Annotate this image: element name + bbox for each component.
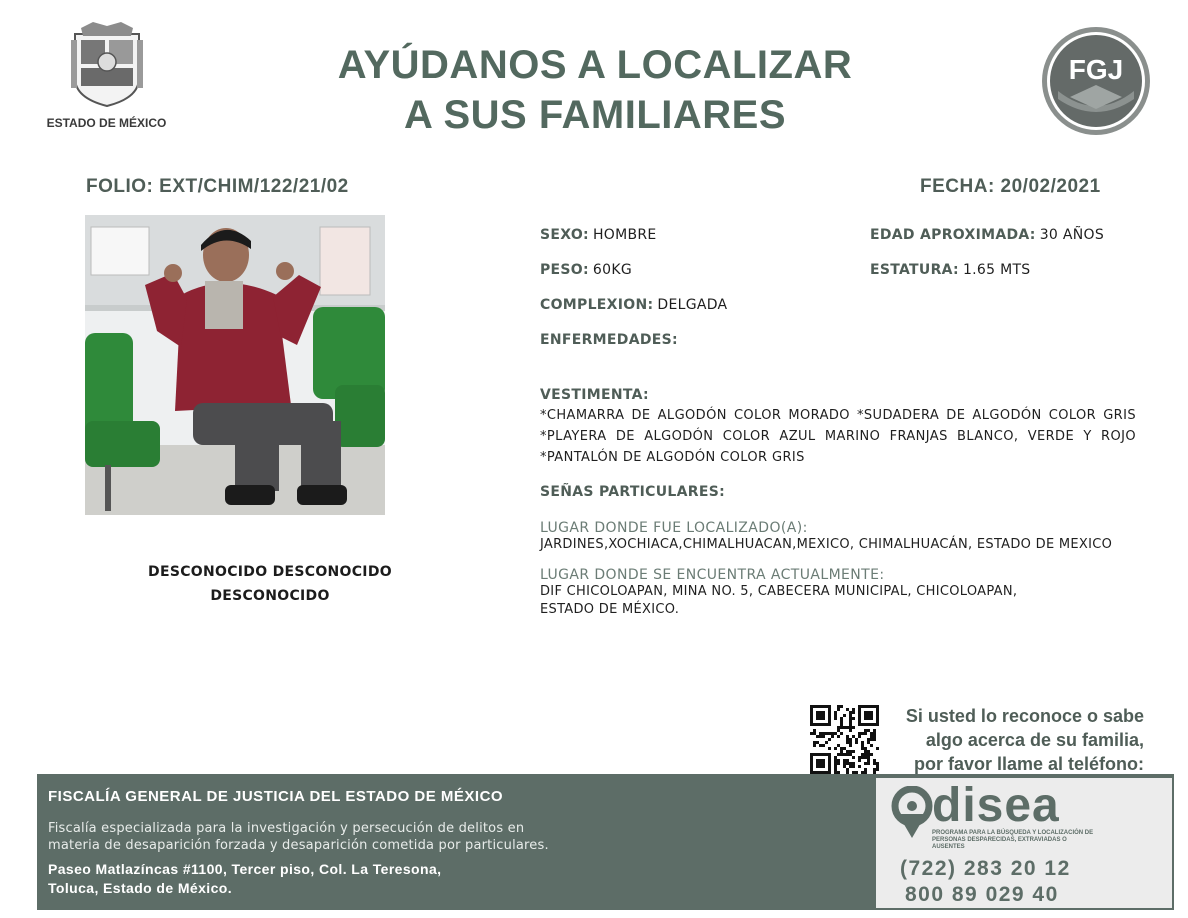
fgj-text: FGJ xyxy=(1068,54,1124,85)
senas-label: SEÑAS PARTICULARES: xyxy=(540,484,725,500)
vestimenta-value: *CHAMARRA DE ALGODÓN COLOR MORADO *SUDADERA DE ALGODÓN COLOR GRIS *PLAYERA DE ALGODÓN COLOR AZUL MARINO FRANJAS BLANCO, VERDE Y ROJO *PANTALÓN DE ALGODÓN COLOR GRIS xyxy=(540,408,1136,465)
contact-line-1: Si usted lo reconoce o sabe xyxy=(905,706,1144,726)
person-photo-image xyxy=(85,215,385,515)
phone-number-1[interactable]: (722) 283 20 12 xyxy=(900,857,1071,880)
person-name-line-2: DESCONOCIDO xyxy=(210,588,330,604)
lugar-actual-line-1: DIF CHICOLOAPAN, MINA NO. 5, CABECERA MUNICIPAL, CHICOLOAPAN, xyxy=(540,584,1018,599)
person-name-line-1: DESCONOCIDO DESCONOCIDO xyxy=(148,564,392,580)
footer-addr-line-2: Toluca, Estado de México. xyxy=(48,880,233,896)
complexion-value: DELGADA xyxy=(657,297,728,313)
contact-message xyxy=(882,704,1144,776)
lugar-actual-line-2: ESTADO DE MÉXICO. xyxy=(540,602,680,617)
sexo-label: SEXO: xyxy=(540,227,589,243)
footer-addr-line-1: Paseo Matlazíncas #1100, Tercer piso, Col. La Teresona, xyxy=(48,861,442,877)
person-photo xyxy=(85,215,385,515)
edad-field xyxy=(870,227,1104,243)
sexo-field xyxy=(540,227,657,243)
footer-title: FISCALÍA GENERAL DE JUSTICIA DEL ESTADO DE MÉXICO xyxy=(48,788,504,805)
estado-de-mexico-logo xyxy=(44,20,169,130)
enfermedades-label: ENFERMEDADES: xyxy=(540,332,678,348)
footer-desc-line-1: Fiscalía especializada para la investigación y persecución de delitos en xyxy=(48,821,525,836)
folio-number: FOLIO: EXT/CHIM/122/21/02 xyxy=(86,176,349,197)
odisea-logo-text: disea xyxy=(932,779,1060,832)
peso-value: 60KG xyxy=(592,262,632,278)
fgj-logo xyxy=(1040,25,1152,137)
peso-field xyxy=(540,262,632,278)
lugar-localizado-label: LUGAR DONDE FUE LOCALIZADO(A): xyxy=(540,520,808,536)
footer-description xyxy=(48,820,638,854)
qr-code-icon xyxy=(808,703,882,775)
lugar-actual-label: LUGAR DONDE SE ENCUENTRA ACTUALMENTE: xyxy=(540,567,885,583)
edad-value: 30 AÑOS xyxy=(1039,227,1105,243)
lugar-actual-value xyxy=(540,583,1017,619)
lugar-localizado-value: JARDINES,XOCHIACA,CHIMALHUACAN,MEXICO, CHIMALHUACÁN, ESTADO DE MEXICO xyxy=(540,537,1113,552)
contact-line-2: algo acerca de su familia, xyxy=(925,730,1144,750)
fgj-seal-icon xyxy=(1040,25,1152,137)
sexo-value: HOMBRE xyxy=(592,227,657,243)
odisea-subtitle: PROGRAMA PARA LA BÚSQUEDA Y LOCALIZACIÓN DE PERSONAS DESPARECIDAS, EXTRAVIADAS O AUSENTES xyxy=(932,830,1094,850)
title-line-1: AYÚDANOS A LOCALIZAR xyxy=(337,43,853,87)
title-line-2: A SUS FAMILIARES xyxy=(403,93,787,137)
state-label: ESTADO DE MÉXICO xyxy=(46,116,167,130)
peso-label: PESO: xyxy=(540,262,589,278)
complexion-field xyxy=(540,297,727,313)
footer-desc-line-2: materia de desaparición forzada y desaparición cometida por particulares. xyxy=(48,838,549,853)
estatura-label: ESTATURA: xyxy=(870,262,959,278)
page-title xyxy=(250,40,940,140)
odisea-pin-icon xyxy=(890,786,934,844)
vestimenta-label: VESTIMENTA: xyxy=(540,387,649,403)
footer-address xyxy=(48,860,441,898)
complexion-label: COMPLEXION: xyxy=(540,297,654,313)
contact-line-3: por favor llame al teléfono: xyxy=(913,754,1144,774)
qr-code[interactable] xyxy=(808,703,882,775)
date: FECHA: 20/02/2021 xyxy=(920,176,1101,197)
edad-label: EDAD APROXIMADA: xyxy=(870,227,1036,243)
estatura-field xyxy=(870,262,1031,278)
coat-of-arms-icon xyxy=(67,20,147,108)
person-name xyxy=(100,560,440,608)
estatura-value: 1.65 MTS xyxy=(962,262,1031,278)
phone-number-2[interactable]: 800 89 029 40 xyxy=(905,883,1059,906)
